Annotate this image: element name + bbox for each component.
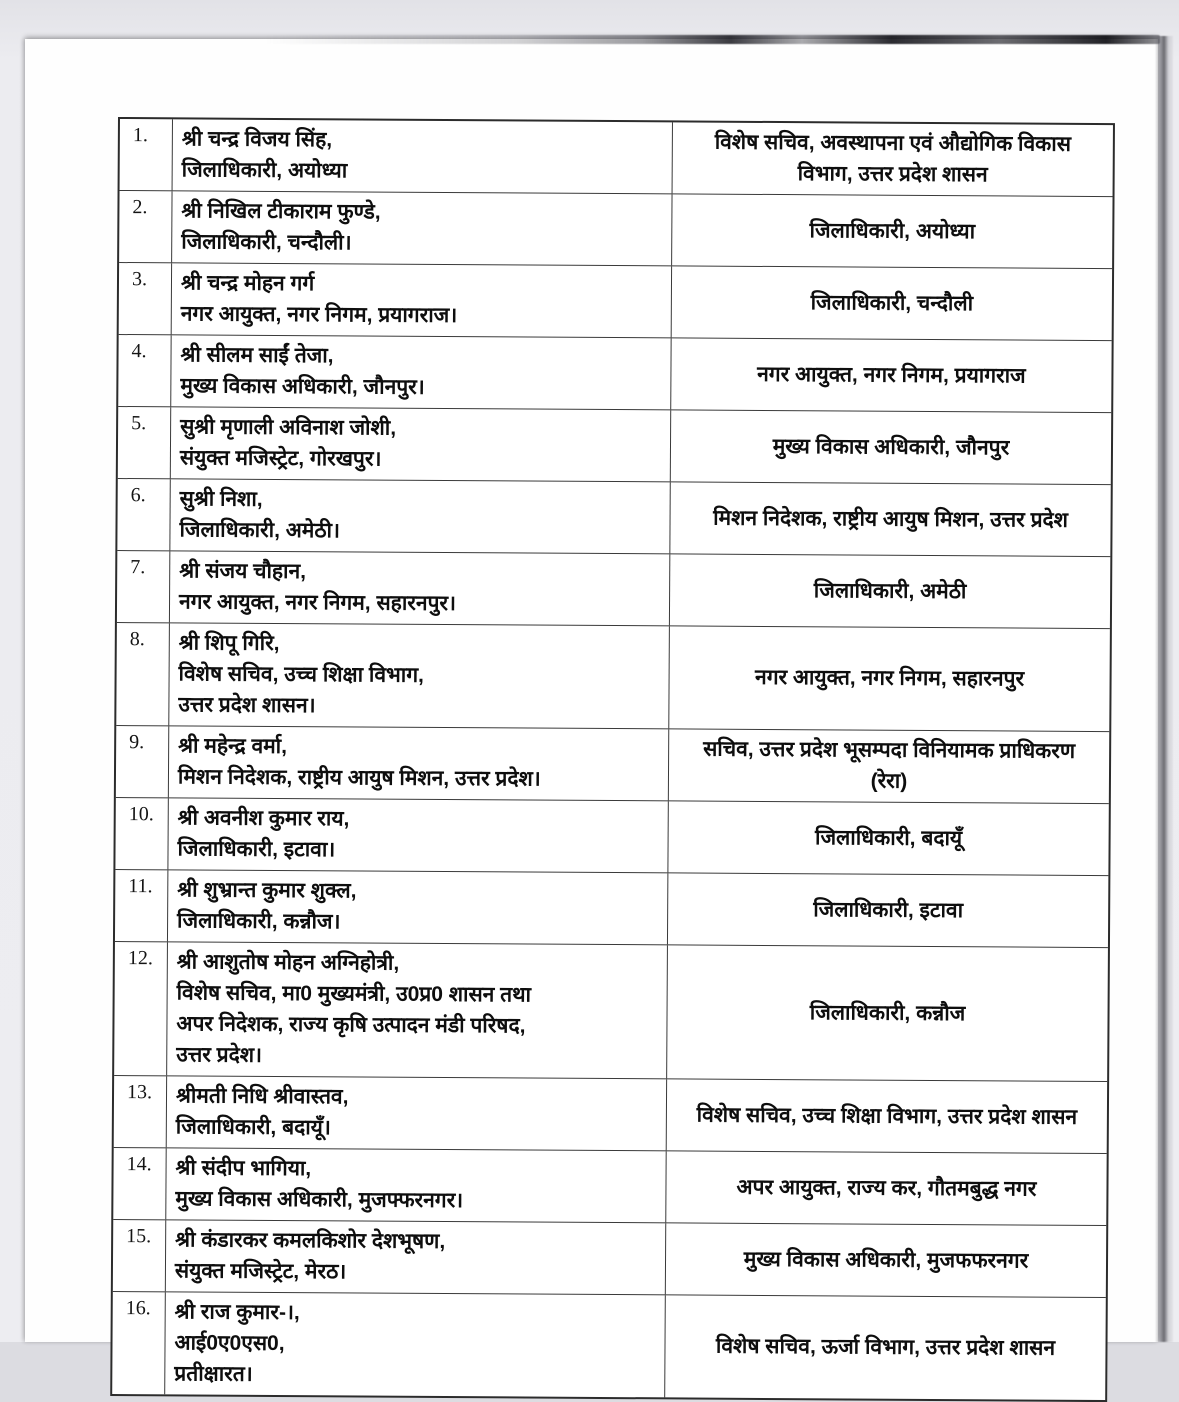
serial-number: 12. [114, 942, 168, 1075]
serial-number: 14. [113, 1148, 166, 1219]
serial-number: 5. [118, 407, 171, 478]
serial-number: 1. [120, 119, 173, 190]
serial-number: 10. [115, 798, 168, 869]
new-posting-cell: मुख्य विकास अधिकारी, मुजफफरनगर [743, 1247, 1029, 1273]
officer-cell [167, 1076, 667, 1150]
officer-current-post: अपर निदेशक, राज्य कृषि उत्पादन मंडी परिषद, [176, 1012, 526, 1038]
officer-current-post: विशेष सचिव, मा0 मुख्यमंत्री, उ0प्र0 शासन तथा [176, 981, 532, 1007]
new-posting-cell: जिलाधिकारी, अयोध्या [809, 218, 976, 243]
new-posting-cell: जिलाधिकारी, इटावा [813, 897, 964, 922]
officer-current-post: नगर आयुक्त, नगर निगम, प्रयागराज। [180, 302, 458, 328]
officer-name: श्री चन्द्र मोहन गर्ग [180, 271, 315, 296]
table-row [118, 407, 1111, 485]
new-posting-cell: विशेष सचिव, अवस्थापना एवं औद्योगिक विकास विभाग, उत्तर प्रदेश शासन [714, 130, 1072, 187]
officer-current-post: मुख्य विकास अधिकारी, जौनपुर। [180, 374, 425, 399]
officer-name: श्री कंडारकर कमलकिशोर देशभूषण, [175, 1228, 446, 1254]
officer-name: श्री अवनीश कुमार राय, [177, 806, 350, 831]
document-page [25, 39, 1158, 1386]
officer-name: श्री राज कुमार-।, [174, 1300, 300, 1325]
new-posting-cell: सचिव, उत्तर प्रदेश भूसम्पदा विनियामक प्राधिकरण (रेरा) [703, 737, 1076, 793]
table-row [112, 1292, 1106, 1400]
table-row [114, 942, 1108, 1082]
officer-name: श्री आशुतोष मोहन अग्निहोत्री, [176, 950, 400, 975]
officer-cell [166, 1220, 666, 1294]
serial-number: 3. [119, 263, 172, 334]
table-row [116, 726, 1109, 804]
officer-name: श्री शिपू गिरि, [178, 631, 280, 655]
table-row [119, 263, 1112, 341]
officer-cell [172, 263, 672, 337]
officer-current-post: उत्तर प्रदेश। [176, 1043, 263, 1067]
officer-cell [173, 119, 673, 193]
table-row [113, 1220, 1106, 1298]
serial-number: 15. [113, 1220, 166, 1291]
officer-name: सुश्री मृणाली अविनाश जोशी, [180, 415, 397, 440]
new-posting-cell: जिलाधिकारी, कन्नौज [809, 1000, 966, 1025]
table-row [120, 119, 1113, 197]
scan-artifact-top-edge [265, 35, 1160, 44]
officer-name: सुश्री निशा, [179, 487, 263, 511]
new-posting-cell: मुख्य विकास अधिकारी, जौनपुर [772, 434, 1010, 459]
officer-current-post: नगर आयुक्त, नगर निगम, सहारनपुर। [178, 590, 457, 616]
officer-current-post: उत्तर प्रदेश शासन। [178, 693, 316, 718]
officer-cell [171, 335, 671, 409]
serial-number: 4. [118, 335, 171, 406]
officer-name: श्री सीलम साईं तेजा, [180, 343, 334, 368]
officer-current-post: जिलाधिकारी, कन्नौज। [177, 909, 341, 934]
officer-name: श्री चन्द्र विजय सिंह, [181, 127, 333, 152]
officer-current-post: जिलाधिकारी, चन्दौली। [181, 230, 352, 255]
serial-number: 2. [119, 191, 172, 262]
officer-current-post: मुख्य विकास अधिकारी, मुजफ्फरनगर। [175, 1187, 464, 1213]
new-posting-cell: जिलाधिकारी, बदायूँ [814, 825, 963, 850]
officer-name: श्री संदीप भागिया, [175, 1156, 312, 1181]
table-row [115, 798, 1108, 876]
new-posting-cell: विशेष सचिव, ऊर्जा विभाग, उत्तर प्रदेश शासन [715, 1334, 1056, 1360]
new-posting-cell: अपर आयुक्त, राज्य कर, गौतमबुद्ध नगर [736, 1175, 1037, 1201]
new-posting-cell: जिलाधिकारी, चन्दौली [810, 290, 974, 315]
transfer-order-table [110, 117, 1115, 1402]
new-posting-cell: विशेष सचिव, उच्च शिक्षा विभाग, उत्तर प्रदेश शासन [696, 1103, 1078, 1129]
officer-current-post: मिशन निदेशक, राष्ट्रीय आयुष मिशन, उत्तर प्रदेश। [177, 765, 541, 791]
serial-number: 6. [117, 479, 170, 550]
table-row [116, 623, 1110, 732]
new-posting-cell: नगर आयुक्त, नगर निगम, प्रयागराज [757, 362, 1026, 388]
table-row [113, 1148, 1106, 1226]
officer-cell [166, 1148, 666, 1222]
officer-current-post: जिलाधिकारी, इटावा। [177, 837, 336, 862]
new-posting-cell: नगर आयुक्त, नगर निगम, सहारनपुर [755, 665, 1025, 691]
officer-current-post: संयुक्त मजिस्ट्रेट, गोरखपुर। [179, 446, 382, 471]
officer-cell [168, 798, 668, 872]
new-posting-cell: मिशन निदेशक, राष्ट्रीय आयुष मिशन, उत्तर प्रदेश [713, 506, 1069, 532]
serial-number: 11. [115, 870, 168, 941]
officer-cell [169, 623, 670, 728]
officer-name: श्री महेन्द्र वर्मा, [178, 734, 288, 759]
officer-current-post: विशेष सचिव, उच्च शिक्षा विभाग, [178, 662, 424, 687]
officer-current-post: आई0ए0एस0, [174, 1331, 285, 1356]
officer-name: श्री शुभ्रान्त कुमार शुक्ल, [177, 878, 357, 903]
table-row [115, 870, 1108, 948]
officer-current-post: जिलाधिकारी, अमेठी। [179, 518, 341, 543]
officer-cell [172, 191, 672, 265]
serial-number: 9. [116, 726, 169, 797]
table-row [117, 479, 1110, 557]
table-row [118, 335, 1111, 413]
officer-cell [168, 870, 668, 944]
officer-name: श्रीमती निधि श्रीवास्तव, [175, 1084, 349, 1109]
table-row [117, 551, 1110, 629]
table-row [114, 1076, 1107, 1154]
table-row [119, 191, 1112, 269]
officer-cell [169, 726, 669, 800]
officer-cell [170, 479, 670, 553]
serial-number: 7. [117, 551, 170, 622]
officer-cell [170, 551, 670, 625]
officer-current-post: प्रतीक्षारत। [174, 1362, 253, 1386]
officer-name: श्री संजय चौहान, [179, 559, 307, 584]
officer-current-post: संयुक्त मजिस्ट्रेट, मेरठ। [174, 1259, 347, 1284]
officer-current-post: जिलाधिकारी, अयोध्या [181, 158, 348, 183]
serial-number: 13. [114, 1076, 167, 1147]
serial-number: 16. [112, 1292, 166, 1394]
officer-cell [167, 942, 668, 1078]
new-posting-cell: जिलाधिकारी, अमेठी [813, 578, 967, 603]
officer-cell [165, 1292, 666, 1397]
officer-cell [171, 407, 671, 481]
serial-number: 8. [116, 623, 170, 725]
officer-current-post: जिलाधिकारी, बदायूँ। [175, 1115, 331, 1140]
officer-name: श्री निखिल टीकाराम फुण्डे, [181, 199, 381, 224]
